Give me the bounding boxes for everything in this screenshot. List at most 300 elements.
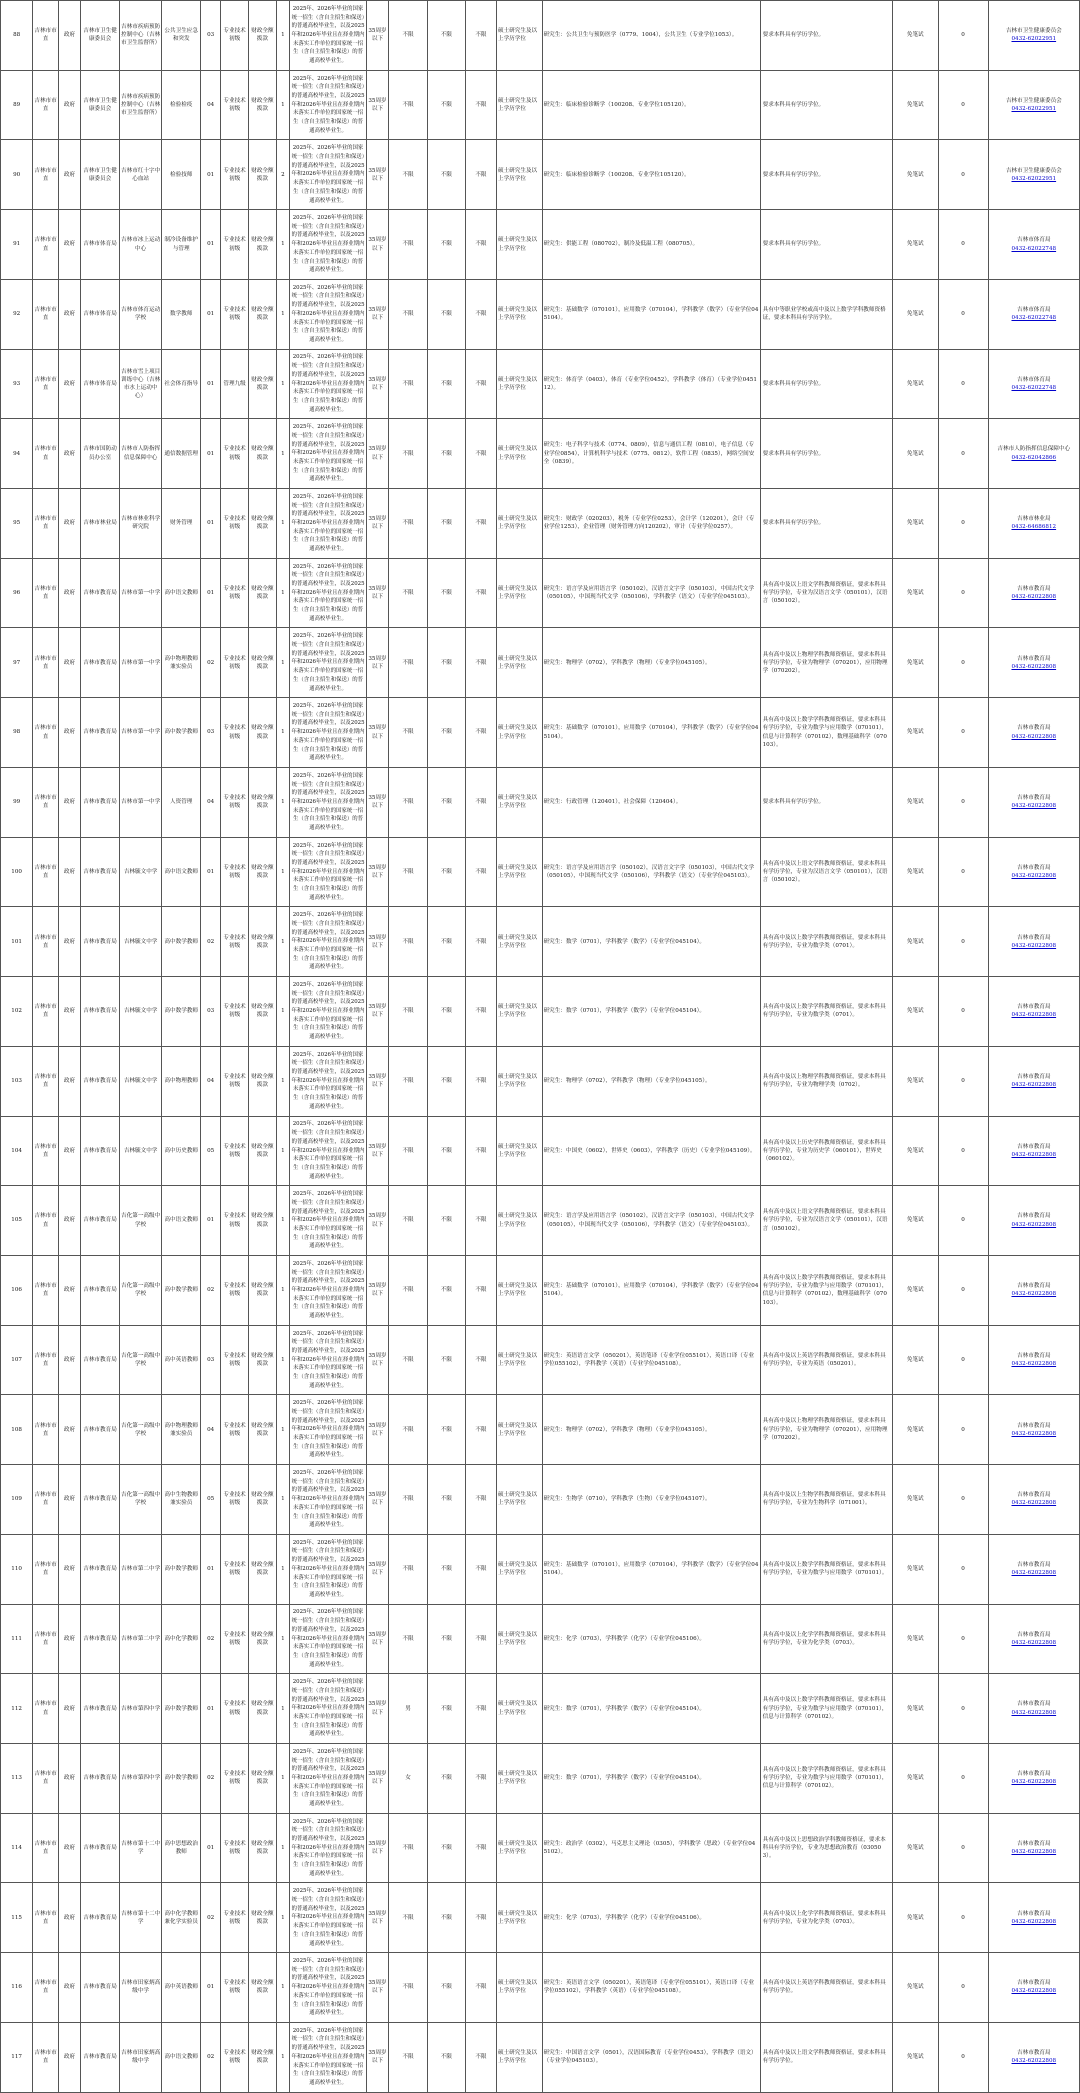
post-type-cell: 专业技术初级 <box>221 1604 249 1674</box>
age-cell: 35周岁以下 <box>366 698 388 768</box>
department-cell: 吉林市教育局 <box>81 558 120 628</box>
contact-phone-link[interactable]: 0432-62022808 <box>1011 1779 1057 1786</box>
unit-cell: 吉林市第一中学 <box>119 698 161 768</box>
post-type-cell: 专业技术初级 <box>221 698 249 768</box>
ratio-cell: 0 <box>938 1186 988 1256</box>
headcount-cell: 1 <box>276 1953 289 2023</box>
contact-phone-link[interactable]: 0432-62022808 <box>1011 663 1057 670</box>
headcount-cell: 1 <box>276 1604 289 1674</box>
post-code-cell: 02 <box>201 1883 221 1953</box>
contact-org: 吉林市教育局 <box>1017 864 1051 871</box>
other-requirements-cell: 具有高中及以上生物学科教师资格证，要求本科具有学历学位，专业为生物科学（071001）。 <box>760 1465 892 1535</box>
unit-cell: 吉林毓文中学 <box>119 1046 161 1116</box>
gender-cell: 不限 <box>389 907 428 977</box>
contact-phone-link[interactable]: 0432-62022808 <box>1011 594 1057 601</box>
contact-org: 吉林市教育局 <box>1017 1910 1051 1917</box>
political-status-cell: 不限 <box>465 1046 496 1116</box>
age-cell: 35周岁以下 <box>366 1534 388 1604</box>
ethnicity-cell: 不限 <box>428 767 466 837</box>
exam-method-cell: 免笔试 <box>892 558 938 628</box>
department-cell: 吉林市林业局 <box>81 489 120 559</box>
post-type-cell: 专业技术初级 <box>221 1743 249 1813</box>
education-cell: 硕士研究生及以上学历学位 <box>496 70 542 140</box>
contact-org: 吉林市教育局 <box>1017 1422 1051 1429</box>
city-cell: 吉林市市直 <box>33 1 59 71</box>
post-name-cell: 高中历史教师 <box>162 1116 201 1186</box>
headcount-cell: 1 <box>276 1325 289 1395</box>
department-cell: 吉林市教育局 <box>81 1534 120 1604</box>
post-name-cell: 高中英语教师 <box>162 1325 201 1395</box>
contact-phone-link[interactable]: 0432-62022951 <box>1011 106 1057 113</box>
department-cell: 吉林市卫生健康委员会 <box>81 1 120 71</box>
level-cell: 政府 <box>58 1743 80 1813</box>
unit-cell: 吉化第一高级中学校 <box>119 1255 161 1325</box>
headcount-cell: 1 <box>276 419 289 489</box>
exam-method-cell: 免笔试 <box>892 907 938 977</box>
unit-cell: 吉林市第二中学 <box>119 1604 161 1674</box>
table-row <box>1 349 1080 419</box>
post-name-cell: 高中物理教师兼实验员 <box>162 628 201 698</box>
post-name-cell: 高中生物教师兼实验员 <box>162 1465 201 1535</box>
political-status-cell: 不限 <box>465 1186 496 1256</box>
major-cell: 研究生：数学（0701），学科教学（数学）（专业学位045104）。 <box>542 977 760 1047</box>
contact-phone-link[interactable]: 0432-62022808 <box>1011 1849 1057 1856</box>
contact-phone-link[interactable]: 0432-62022808 <box>1011 803 1057 810</box>
table-row <box>1 977 1080 1047</box>
qualification-cell: 2025年、2026年毕业的国家统一招生（含自主招生和保送）的普通高校毕业生，以及2025年和2026年毕业且在择业期内未落实工作单位的国家统一招生（含自主招生和保送）的普通高校毕业生。 <box>290 2022 367 2092</box>
row-number-cell: 100 <box>1 837 33 907</box>
contact-cell <box>988 558 1079 628</box>
level-cell: 政府 <box>58 1 80 71</box>
qualification-cell: 2025年、2026年毕业的国家统一招生（含自主招生和保送）的普通高校毕业生，以及2025年和2026年毕业且在择业期内未落实工作单位的国家统一招生（含自主招生和保送）的普通高校毕业生。 <box>290 1325 367 1395</box>
level-cell: 政府 <box>58 1883 80 1953</box>
contact-phone-link[interactable]: 0432-62022808 <box>1011 1221 1057 1228</box>
education-cell: 硕士研究生及以上学历学位 <box>496 1674 542 1744</box>
post-code-cell: 01 <box>201 210 221 280</box>
ethnicity-cell: 不限 <box>428 1046 466 1116</box>
other-requirements-cell: 具有高中及以上数学学科教师资格证，要求本科具有学历学位，专业为数学与应用数学（070101），信息与计算科学（070102），数理基础科学（070103）。 <box>760 698 892 768</box>
exam-method-cell: 免笔试 <box>892 1046 938 1116</box>
ratio-cell: 0 <box>938 1674 988 1744</box>
contact-phone-link[interactable]: 0432-62022748 <box>1011 384 1057 391</box>
funding-cell: 财政全额拨款 <box>248 2022 276 2092</box>
table-row <box>1 907 1080 977</box>
post-code-cell: 01 <box>201 489 221 559</box>
row-number-cell: 102 <box>1 977 33 1047</box>
major-cell: 研究生：体育学（0403），体育（专业学位0452），学科教学（体育）（专业学位045112）。 <box>542 349 760 419</box>
contact-phone-link[interactable]: 0432-62022748 <box>1011 245 1057 252</box>
city-cell: 吉林市市直 <box>33 1953 59 2023</box>
headcount-cell: 1 <box>276 1395 289 1465</box>
unit-cell: 吉林毓文中学 <box>119 837 161 907</box>
post-name-cell: 高中数学教师 <box>162 1674 201 1744</box>
row-number-cell: 94 <box>1 419 33 489</box>
contact-cell <box>988 1743 1079 1813</box>
age-cell: 35周岁以下 <box>366 1743 388 1813</box>
post-code-cell: 02 <box>201 907 221 977</box>
level-cell: 政府 <box>58 140 80 210</box>
contact-org: 吉林市教育局 <box>1017 1701 1051 1708</box>
table-row <box>1 1395 1080 1465</box>
age-cell: 35周岁以下 <box>366 1046 388 1116</box>
qualification-cell: 2025年、2026年毕业的国家统一招生（含自主招生和保送）的普通高校毕业生，以及2025年和2026年毕业且在择业期内未落实工作单位的国家统一招生（含自主招生和保送）的普通高校毕业生。 <box>290 1883 367 1953</box>
ratio-cell: 0 <box>938 1813 988 1883</box>
exam-method-cell: 免笔试 <box>892 279 938 349</box>
headcount-cell: 1 <box>276 767 289 837</box>
gender-cell: 不限 <box>389 1116 428 1186</box>
education-cell: 硕士研究生及以上学历学位 <box>496 1116 542 1186</box>
table-row <box>1 767 1080 837</box>
city-cell: 吉林市市直 <box>33 1186 59 1256</box>
major-cell: 研究生：政治学（0302），马克思主义理论（0305），学科教学（思政）（专业学位045102）。 <box>542 1813 760 1883</box>
ratio-cell: 0 <box>938 1 988 71</box>
major-cell: 研究生：电子科学与技术（0774、0809），信息与通信工程（0810），电子信息（专业学位0854），计算机科学与技术（0775、0812），软件工程（0835），网络空间安全（0839）。 <box>542 419 760 489</box>
major-cell: 研究生：英语语言文学（050201），英语笔译（专业学位055101），英语口译（专业学位055102），学科教学（英语）（专业学位045108）。 <box>542 1325 760 1395</box>
level-cell: 政府 <box>58 1046 80 1116</box>
qualification-cell: 2025年、2026年毕业的国家统一招生（含自主招生和保送）的普通高校毕业生，以及2025年和2026年毕业且在择业期内未落实工作单位的国家统一招生（含自主招生和保送）的普通高校毕业生。 <box>290 349 367 419</box>
funding-cell: 财政全额拨款 <box>248 1604 276 1674</box>
headcount-cell: 1 <box>276 349 289 419</box>
major-cell: 研究生：中国语言文学（0501），汉语国际教育（专业学位0453），学科教学（语文）（专业学位045103）。 <box>542 2022 760 2092</box>
city-cell: 吉林市市直 <box>33 1046 59 1116</box>
unit-cell: 吉化第一高级中学校 <box>119 1186 161 1256</box>
ethnicity-cell: 不限 <box>428 419 466 489</box>
age-cell: 35周岁以下 <box>366 907 388 977</box>
row-number-cell: 92 <box>1 279 33 349</box>
contact-cell <box>988 1116 1079 1186</box>
city-cell: 吉林市市直 <box>33 140 59 210</box>
ethnicity-cell: 不限 <box>428 558 466 628</box>
contact-cell <box>988 907 1079 977</box>
age-cell: 35周岁以下 <box>366 558 388 628</box>
post-type-cell: 专业技术初级 <box>221 558 249 628</box>
row-number-cell: 115 <box>1 1883 33 1953</box>
ratio-cell: 0 <box>938 349 988 419</box>
post-name-cell: 高中数学教师 <box>162 1743 201 1813</box>
post-name-cell: 检验检疫 <box>162 70 201 140</box>
exam-method-cell: 免笔试 <box>892 767 938 837</box>
city-cell: 吉林市市直 <box>33 1534 59 1604</box>
contact-org: 吉林市卫生健康委员会 <box>1005 28 1062 35</box>
ratio-cell: 0 <box>938 70 988 140</box>
gender-cell: 不限 <box>389 1186 428 1256</box>
contact-phone-link[interactable]: 0432-62022951 <box>1011 36 1057 43</box>
major-cell: 研究生：物理学（0702），学科教学（物理）（专业学位045105）。 <box>542 628 760 698</box>
row-number-cell: 104 <box>1 1116 33 1186</box>
department-cell: 吉林市教育局 <box>81 1046 120 1116</box>
contact-phone-link[interactable]: 0432-62022748 <box>1011 315 1057 322</box>
exam-method-cell: 免笔试 <box>892 1255 938 1325</box>
contact-phone-link[interactable]: 0432-62022808 <box>1011 1291 1057 1298</box>
table-row <box>1 140 1080 210</box>
education-cell: 硕士研究生及以上学历学位 <box>496 1604 542 1674</box>
level-cell: 政府 <box>58 1395 80 1465</box>
headcount-cell: 1 <box>276 70 289 140</box>
contact-phone-link[interactable]: 0432-62022808 <box>1011 1988 1057 1995</box>
post-code-cell: 04 <box>201 767 221 837</box>
age-cell: 35周岁以下 <box>366 2022 388 2092</box>
political-status-cell: 不限 <box>465 1813 496 1883</box>
contact-phone-link[interactable]: 0432-62022808 <box>1011 1570 1057 1577</box>
post-code-cell: 01 <box>201 419 221 489</box>
post-type-cell: 专业技术初级 <box>221 1953 249 2023</box>
contact-org: 吉林市教育局 <box>1017 795 1051 802</box>
level-cell: 政府 <box>58 558 80 628</box>
contact-cell <box>988 70 1079 140</box>
ethnicity-cell: 不限 <box>428 1465 466 1535</box>
contact-phone-link[interactable]: 0432-64686812 <box>1011 524 1057 531</box>
post-type-cell: 专业技术初级 <box>221 2022 249 2092</box>
education-cell: 硕士研究生及以上学历学位 <box>496 140 542 210</box>
row-number-cell: 109 <box>1 1465 33 1535</box>
age-cell: 35周岁以下 <box>366 279 388 349</box>
post-code-cell: 01 <box>201 558 221 628</box>
qualification-cell: 2025年、2026年毕业的国家统一招生（含自主招生和保送）的普通高校毕业生，以及2025年和2026年毕业且在择业期内未落实工作单位的国家统一招生（含自主招生和保送）的普通高校毕业生。 <box>290 558 367 628</box>
table-row <box>1 70 1080 140</box>
post-type-cell: 专业技术初级 <box>221 1116 249 1186</box>
contact-org: 吉林市人防指挥信息保障中心 <box>997 446 1071 453</box>
qualification-cell: 2025年、2026年毕业的国家统一招生（含自主招生和保送）的普通高校毕业生，以及2025年和2026年毕业且在择业期内未落实工作单位的国家统一招生（含自主招生和保送）的普通高校毕业生。 <box>290 489 367 559</box>
table-body <box>1 1 1080 2093</box>
major-cell: 研究生：数学（0701），学科教学（数学）（专业学位045104）。 <box>542 1674 760 1744</box>
row-number-cell: 90 <box>1 140 33 210</box>
education-cell: 硕士研究生及以上学历学位 <box>496 1813 542 1883</box>
contact-phone-link[interactable]: 0432-62022808 <box>1011 1639 1057 1646</box>
ethnicity-cell: 不限 <box>428 907 466 977</box>
post-code-cell: 01 <box>201 1186 221 1256</box>
post-name-cell: 高中英语教师 <box>162 1953 201 2023</box>
qualification-cell: 2025年、2026年毕业的国家统一招生（含自主招生和保送）的普通高校毕业生，以及2025年和2026年毕业且在择业期内未落实工作单位的国家统一招生（含自主招生和保送）的普通高校毕业生。 <box>290 419 367 489</box>
department-cell: 吉林市教育局 <box>81 1743 120 1813</box>
major-cell: 研究生：英语语言文学（050201），英语笔译（专业学位055101），英语口译（专业学位055102），学科教学（英语）（专业学位045108）。 <box>542 1953 760 2023</box>
row-number-cell: 97 <box>1 628 33 698</box>
other-requirements-cell: 具有高中及以上物理学科教师资格证，要求本科具有学历学位，专业为物理学（070201），应用物理学（070202）。 <box>760 1395 892 1465</box>
post-type-cell: 专业技术初级 <box>221 1325 249 1395</box>
headcount-cell: 1 <box>276 1186 289 1256</box>
headcount-cell: 1 <box>276 1046 289 1116</box>
level-cell: 政府 <box>58 1116 80 1186</box>
other-requirements-cell: 具有高中及以上思想政治学科教师资格证，要求本科具有学历学位，专业为思想政治教育（030503）。 <box>760 1813 892 1883</box>
qualification-cell: 2025年、2026年毕业的国家统一招生（含自主招生和保送）的普通高校毕业生，以及2025年和2026年毕业且在择业期内未落实工作单位的国家统一招生（含自主招生和保送）的普通高校毕业生。 <box>290 1046 367 1116</box>
contact-phone-link[interactable]: 0432-62022808 <box>1011 1709 1057 1716</box>
exam-method-cell: 免笔试 <box>892 698 938 768</box>
contact-phone-link[interactable]: 0432-62022808 <box>1011 1082 1057 1089</box>
unit-cell: 吉林毓文中学 <box>119 977 161 1047</box>
post-name-cell: 制冷设备维护与管理 <box>162 210 201 280</box>
department-cell: 吉林市教育局 <box>81 1674 120 1744</box>
exam-method-cell: 免笔试 <box>892 1674 938 1744</box>
other-requirements-cell: 要求本科具有学历学位。 <box>760 70 892 140</box>
contact-phone-link[interactable]: 0432-62022808 <box>1011 1012 1057 1019</box>
row-number-cell: 110 <box>1 1534 33 1604</box>
contact-org: 吉林市教育局 <box>1017 1980 1051 1987</box>
funding-cell: 财政全额拨款 <box>248 419 276 489</box>
other-requirements-cell: 具有高中及以上历史学科教师资格证，要求本科具有学历学位，专业为历史学（060101），世界史（060102）。 <box>760 1116 892 1186</box>
contact-phone-link[interactable]: 0432-62022808 <box>1011 2058 1057 2065</box>
headcount-cell: 1 <box>276 1465 289 1535</box>
contact-phone-link[interactable]: 0432-62022808 <box>1011 942 1057 949</box>
ethnicity-cell: 不限 <box>428 977 466 1047</box>
contact-cell <box>988 1813 1079 1883</box>
major-cell: 研究生：基础数学（070101），应用数学（070104），学科教学（数学）（专业学位045104）。 <box>542 1534 760 1604</box>
other-requirements-cell: 具有高中及以上英语学科教师资格证，要求本科具有学历学位，专业为英语（050201）。 <box>760 1325 892 1395</box>
post-name-cell: 高中语文教师 <box>162 837 201 907</box>
ratio-cell: 0 <box>938 2022 988 2092</box>
table-row <box>1 1465 1080 1535</box>
funding-cell: 财政全额拨款 <box>248 1255 276 1325</box>
political-status-cell: 不限 <box>465 1116 496 1186</box>
post-name-cell: 高中数学教师 <box>162 907 201 977</box>
level-cell: 政府 <box>58 489 80 559</box>
education-cell: 硕士研究生及以上学历学位 <box>496 558 542 628</box>
major-cell: 研究生：语言学及应用语言学（050102），汉语言文字学（050103），中国古代文学（050105），中国现当代文学（050106），学科教学（语文）（专业学位045103）。 <box>542 837 760 907</box>
headcount-cell: 1 <box>276 837 289 907</box>
city-cell: 吉林市市直 <box>33 1325 59 1395</box>
city-cell: 吉林市市直 <box>33 1813 59 1883</box>
level-cell: 政府 <box>58 70 80 140</box>
unit-cell: 吉林市第四中学 <box>119 1743 161 1813</box>
headcount-cell: 1 <box>276 1813 289 1883</box>
unit-cell: 吉林毓文中学 <box>119 907 161 977</box>
row-number-cell: 112 <box>1 1674 33 1744</box>
contact-phone-link[interactable]: 0432-62022808 <box>1011 733 1057 740</box>
unit-cell: 吉林毓文中学 <box>119 1116 161 1186</box>
major-cell: 研究生：数学（0701），学科教学（数学）（专业学位045104）。 <box>542 1743 760 1813</box>
contact-cell <box>988 210 1079 280</box>
post-code-cell: 01 <box>201 1813 221 1883</box>
post-code-cell: 02 <box>201 1604 221 1674</box>
level-cell: 政府 <box>58 698 80 768</box>
contact-cell <box>988 1 1079 71</box>
unit-cell: 吉林市林业科学研究院 <box>119 489 161 559</box>
headcount-cell: 1 <box>276 1 289 71</box>
qualification-cell: 2025年、2026年毕业的国家统一招生（含自主招生和保送）的普通高校毕业生，以及2025年和2026年毕业且在择业期内未落实工作单位的国家统一招生（含自主招生和保送）的普通高校毕业生。 <box>290 1255 367 1325</box>
ethnicity-cell: 不限 <box>428 2022 466 2092</box>
post-type-cell: 专业技术初级 <box>221 1465 249 1535</box>
contact-cell <box>988 489 1079 559</box>
education-cell: 硕士研究生及以上学历学位 <box>496 1395 542 1465</box>
department-cell: 吉林市教育局 <box>81 1813 120 1883</box>
age-cell: 35周岁以下 <box>366 349 388 419</box>
table-row <box>1 419 1080 489</box>
political-status-cell: 不限 <box>465 1395 496 1465</box>
post-name-cell: 数学教师 <box>162 279 201 349</box>
post-code-cell: 02 <box>201 2022 221 2092</box>
political-status-cell: 不限 <box>465 1604 496 1674</box>
age-cell: 35周岁以下 <box>366 767 388 837</box>
row-number-cell: 117 <box>1 2022 33 2092</box>
ratio-cell: 0 <box>938 1604 988 1674</box>
row-number-cell: 98 <box>1 698 33 768</box>
ratio-cell: 0 <box>938 419 988 489</box>
funding-cell: 财政全额拨款 <box>248 1813 276 1883</box>
qualification-cell: 2025年、2026年毕业的国家统一招生（含自主招生和保送）的普通高校毕业生，以及2025年和2026年毕业且在择业期内未落实工作单位的国家统一招生（含自主招生和保送）的普通高校毕业生。 <box>290 1813 367 1883</box>
contact-phone-link[interactable]: 0432-62022951 <box>1011 175 1057 182</box>
contact-phone-link[interactable]: 0432-62022808 <box>1011 1500 1057 1507</box>
political-status-cell: 不限 <box>465 419 496 489</box>
contact-phone-link[interactable]: 0432-62022808 <box>1011 1918 1057 1925</box>
funding-cell: 财政全额拨款 <box>248 1465 276 1535</box>
exam-method-cell: 免笔试 <box>892 1116 938 1186</box>
contact-phone-link[interactable]: 0432-62022808 <box>1011 1361 1057 1368</box>
level-cell: 政府 <box>58 977 80 1047</box>
other-requirements-cell: 具有高中及以上物理学科教师资格证，要求本科具有学历学位，专业为物理学（070201），应用物理学（070202）。 <box>760 628 892 698</box>
qualification-cell: 2025年、2026年毕业的国家统一招生（含自主招生和保送）的普通高校毕业生，以及2025年和2026年毕业且在择业期内未落实工作单位的国家统一招生（含自主招生和保送）的普通高校毕业生。 <box>290 1186 367 1256</box>
major-cell: 研究生：物理学（0702），学科教学（物理）（专业学位045105）。 <box>542 1395 760 1465</box>
post-name-cell: 高中物理教师兼实验员 <box>162 1395 201 1465</box>
post-code-cell: 05 <box>201 1116 221 1186</box>
post-type-cell: 专业技术初级 <box>221 419 249 489</box>
table-row <box>1 1883 1080 1953</box>
other-requirements-cell: 要求本科具有学历学位。 <box>760 349 892 419</box>
unit-cell: 吉化第一高级中学校 <box>119 1325 161 1395</box>
level-cell: 政府 <box>58 767 80 837</box>
gender-cell: 不限 <box>389 1883 428 1953</box>
gender-cell: 不限 <box>389 349 428 419</box>
table-row <box>1 2022 1080 2092</box>
table-row <box>1 837 1080 907</box>
gender-cell: 不限 <box>389 1604 428 1674</box>
level-cell: 政府 <box>58 1534 80 1604</box>
post-code-cell: 03 <box>201 977 221 1047</box>
gender-cell: 女 <box>389 1743 428 1813</box>
gender-cell: 不限 <box>389 698 428 768</box>
political-status-cell: 不限 <box>465 210 496 280</box>
contact-phone-link[interactable]: 0432-62022808 <box>1011 1430 1057 1437</box>
funding-cell: 财政全额拨款 <box>248 1743 276 1813</box>
ratio-cell: 0 <box>938 628 988 698</box>
age-cell: 35周岁以下 <box>366 419 388 489</box>
contact-org: 吉林市教育局 <box>1017 1631 1051 1638</box>
education-cell: 硕士研究生及以上学历学位 <box>496 1534 542 1604</box>
other-requirements-cell: 具有高中及以上语文学科教师资格证，要求本科具有学历学位，专业为汉语言文学（050101），汉语言（050102）。 <box>760 558 892 628</box>
post-name-cell: 公共卫生应急和突发 <box>162 1 201 71</box>
age-cell: 35周岁以下 <box>366 1604 388 1674</box>
exam-method-cell: 免笔试 <box>892 1395 938 1465</box>
funding-cell: 财政全额拨款 <box>248 1953 276 2023</box>
post-type-cell: 专业技术初级 <box>221 837 249 907</box>
funding-cell: 财政全额拨款 <box>248 1534 276 1604</box>
education-cell: 硕士研究生及以上学历学位 <box>496 977 542 1047</box>
table-row <box>1 1046 1080 1116</box>
contact-phone-link[interactable]: 0432-62022808 <box>1011 872 1057 879</box>
major-cell: 研究生：财政学（020203），税务（专业学位0253），会计学（120201），会计（专业学位1253），企业管理（财务管理方向120202），审计（专业学位0257）。 <box>542 489 760 559</box>
row-number-cell: 101 <box>1 907 33 977</box>
ethnicity-cell: 不限 <box>428 1186 466 1256</box>
table-row <box>1 1116 1080 1186</box>
political-status-cell: 不限 <box>465 558 496 628</box>
political-status-cell: 不限 <box>465 698 496 768</box>
other-requirements-cell: 要求本科具有学历学位。 <box>760 419 892 489</box>
age-cell: 35周岁以下 <box>366 1395 388 1465</box>
row-number-cell: 107 <box>1 1325 33 1395</box>
row-number-cell: 105 <box>1 1186 33 1256</box>
city-cell: 吉林市市直 <box>33 1255 59 1325</box>
ethnicity-cell: 不限 <box>428 1813 466 1883</box>
gender-cell: 不限 <box>389 279 428 349</box>
headcount-cell: 1 <box>276 558 289 628</box>
ethnicity-cell: 不限 <box>428 1674 466 1744</box>
contact-phone-link[interactable]: 0432-62042866 <box>1011 454 1057 461</box>
exam-method-cell: 免笔试 <box>892 419 938 489</box>
contact-org: 吉林市教育局 <box>1017 1143 1051 1150</box>
post-code-cell: 03 <box>201 698 221 768</box>
post-name-cell: 高中化学教师 <box>162 1604 201 1674</box>
political-status-cell: 不限 <box>465 1743 496 1813</box>
gender-cell: 不限 <box>389 628 428 698</box>
contact-phone-link[interactable]: 0432-62022808 <box>1011 1151 1057 1158</box>
ratio-cell: 0 <box>938 1255 988 1325</box>
